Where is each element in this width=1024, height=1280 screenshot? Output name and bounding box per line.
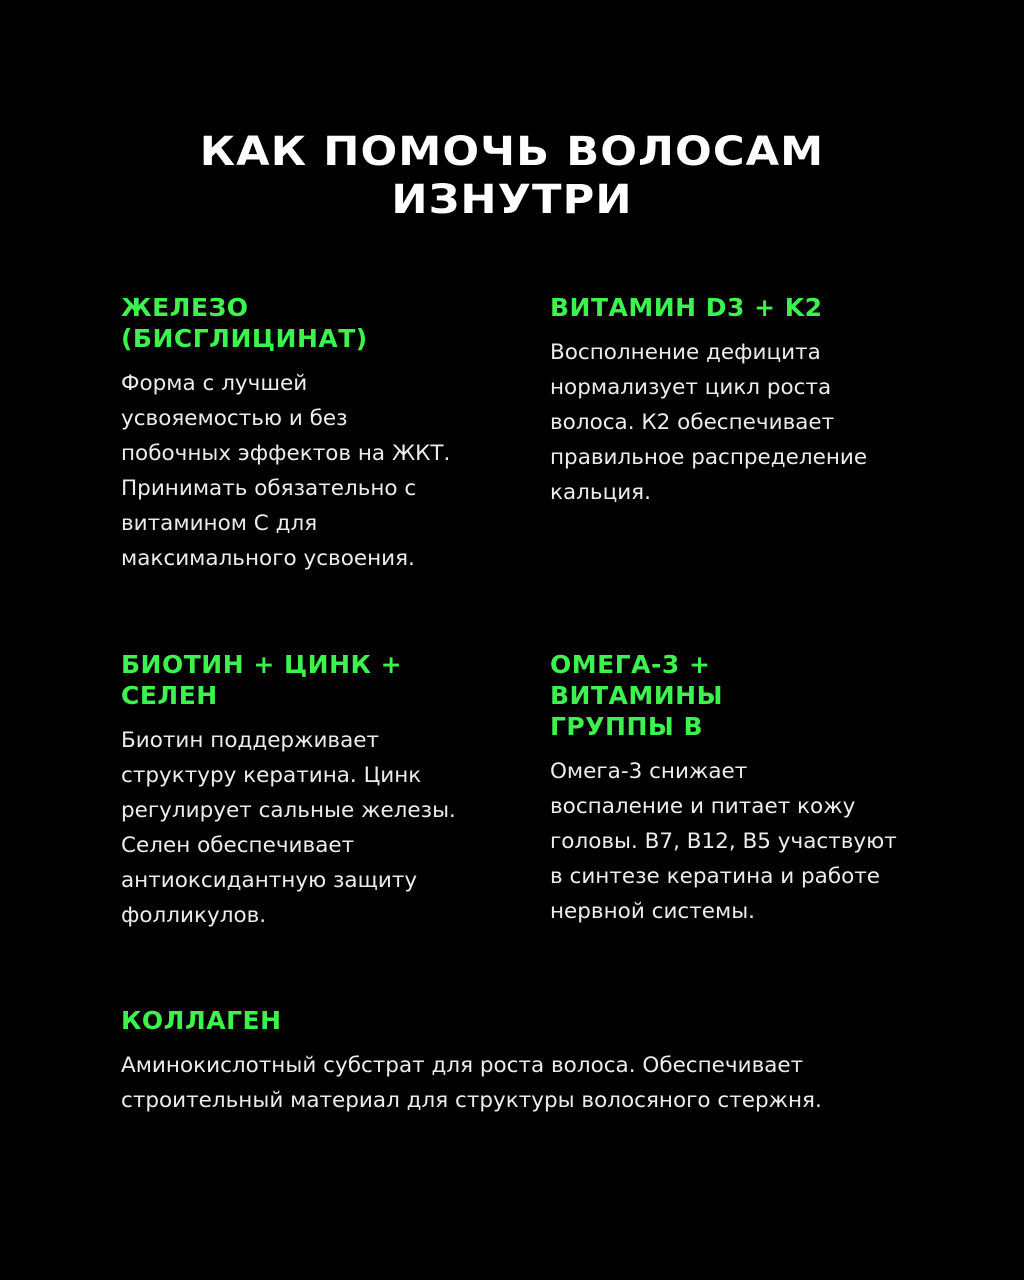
section-iron-title: ЖЕЛЕЗО (БИСГЛИЦИНАТ) <box>121 293 368 353</box>
section-collagen <box>121 1005 921 1118</box>
section-biotin <box>121 649 501 933</box>
section-omega-text: Омега-3 снижает воспаление и питает кожу головы. В7, В12, В5 участвуют в синтезе кератина и работе нервной системы. <box>550 759 897 924</box>
section-iron-text: Форма с лучшей усвояемостью и без побочных эффектов на ЖКТ. Принимать обязательно с витамином С для максимального усвоения. <box>121 371 451 571</box>
section-collagen-title: КОЛЛАГЕН <box>121 1006 282 1035</box>
section-collagen-text: Аминокислотный субстрат для роста волоса. Обеспечивает строительный материал для структуры волосяного стержня. <box>121 1053 822 1113</box>
section-biotin-title: БИОТИН + ЦИНК + СЕЛЕН <box>121 650 403 710</box>
section-vitamin-d3-k2-text: Восполнение дефицита нормализует цикл роста волоса. К2 обеспечивает правильное распределение кальция. <box>550 340 868 505</box>
section-omega-title: ОМЕГА-3 + ВИТАМИНЫ ГРУППЫ В <box>550 650 724 741</box>
section-iron <box>121 292 501 576</box>
section-biotin-text: Биотин поддерживает структуру кератина. Цинк регулирует сальные железы. Селен обеспечивает антиоксидантную защиту фолликулов. <box>121 728 456 928</box>
section-vitamin-d3-k2-title: ВИТАМИН D3 + K2 <box>550 293 823 322</box>
page-title-line-2: ИЗНУТРИ <box>391 177 633 223</box>
section-vitamin-d3-k2 <box>550 292 930 510</box>
page-title-line-1: КАК ПОМОЧЬ ВОЛОСАМ <box>199 129 825 175</box>
page-title <box>0 128 1024 224</box>
section-omega <box>550 649 930 929</box>
